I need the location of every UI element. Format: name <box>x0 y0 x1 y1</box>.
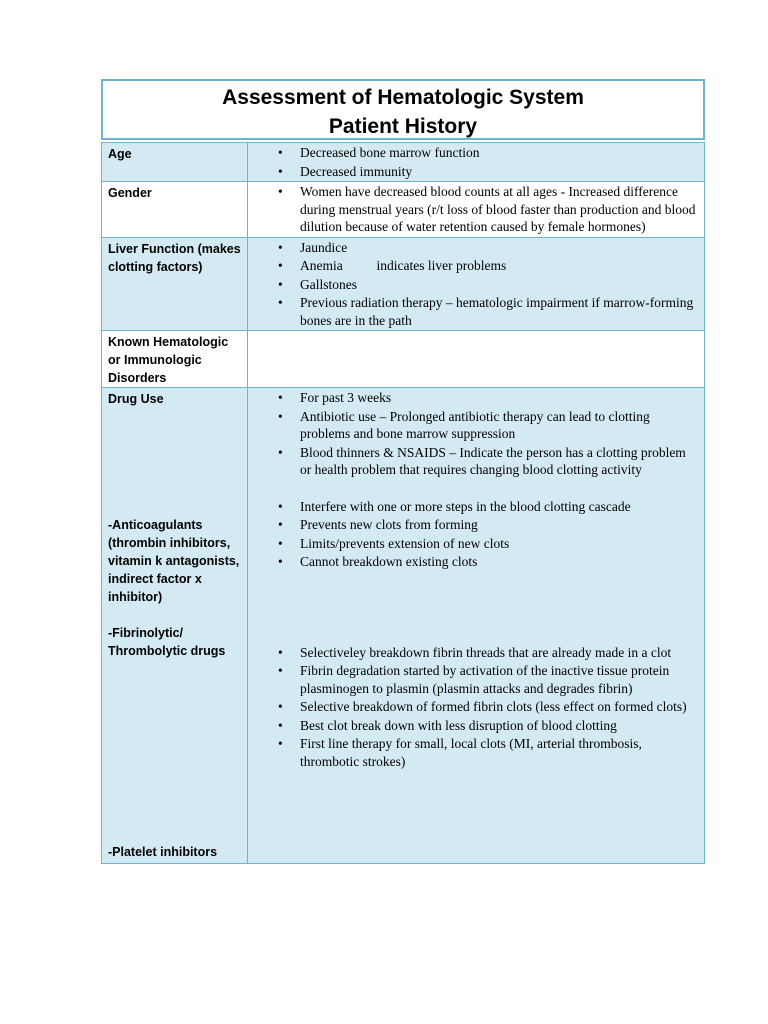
platelet-inhibitors-label: -Platelet inhibitors <box>108 845 218 859</box>
list-item: • Limits/prevents extension of new clots <box>278 535 700 553</box>
list-item: • Jaundice <box>278 239 700 257</box>
list-item: • Interfere with one or more steps in the blood clotting cascade <box>278 498 700 516</box>
history-table <box>101 142 705 864</box>
bullet-list <box>278 183 700 236</box>
list-item: • Cannot breakdown existing clots <box>278 553 700 571</box>
list-item: • Selectiveley breakdown fibrin threads that are already made in a clot <box>278 644 700 662</box>
list-item: • Blood thinners & NSAIDS – Indicate the person has a clotting problem or health problem that requires changing blood clotting activity <box>278 444 700 479</box>
bullet-list <box>278 144 700 180</box>
fibrinolytic-label: -Fibrinolytic/ Thrombolytic drugs <box>108 626 226 658</box>
list-item: • For past 3 weeks <box>278 389 700 407</box>
document-title: Assessment of Hematologic System <box>222 86 584 109</box>
list-item: • Decreased bone marrow function <box>278 144 700 162</box>
bullet-list-general <box>278 389 700 479</box>
title-box <box>101 79 705 140</box>
bullet-list-anticoagulants <box>278 498 700 571</box>
list-item: • Women have decreased blood counts at all ages - Increased difference during menstrual years (r/t loss of blood faster than production and blood dilution because of water retention caused by female hormones) <box>278 183 700 236</box>
row-label-drug-use <box>102 388 248 864</box>
list-item: • Gallstones <box>278 276 700 294</box>
bullet-list <box>278 239 700 330</box>
row-content-known-disorders <box>248 331 705 388</box>
row-label-gender: Gender <box>102 182 248 238</box>
table-row-liver <box>102 237 705 331</box>
table-row-drug-use <box>102 388 705 864</box>
document <box>101 79 705 864</box>
document-subtitle: Patient History <box>328 115 478 138</box>
row-label-liver: Liver Function (makes clotting factors) <box>102 237 248 331</box>
list-item: • Antibiotic use – Prolonged antibiotic therapy can lead to clotting problems and bone marrow suppression <box>278 408 700 443</box>
drug-use-label: Drug Use <box>108 392 164 406</box>
table-row-age <box>102 143 705 182</box>
row-label-known-disorders: Known Hematologic or Immunologic Disorders <box>102 331 248 388</box>
list-item: • Fibrin degradation started by activation of the inactive tissue protein plasminogen to plasmin (plasmin attacks and degrades fibrin) <box>278 662 700 697</box>
list-item: • Decreased immunity <box>278 163 700 181</box>
list-item: • First line therapy for small, local clots (MI, arterial thrombosis, thrombotic strokes) <box>278 735 700 770</box>
list-item: • Anemia indicates liver problems <box>278 257 700 275</box>
anticoagulants-label: -Anticoagulants (thrombin inhibitors, vitamin k antagonists, indirect factor x inhibitor) <box>108 518 240 604</box>
bullet-list-fibrinolytic <box>278 644 700 771</box>
list-item: • Best clot break down with less disruption of blood clotting <box>278 717 700 735</box>
row-content-drug-use <box>248 388 705 864</box>
list-item: • Prevents new clots from forming <box>278 516 700 534</box>
table-row-known-disorders <box>102 331 705 388</box>
list-item: • Selective breakdown of formed fibrin clots (less effect on formed clots) <box>278 698 700 716</box>
row-label-age: Age <box>102 143 248 182</box>
table-row-gender <box>102 182 705 238</box>
row-content-gender <box>248 182 705 238</box>
list-item: • Previous radiation therapy – hematologic impairment if marrow-forming bones are in the path <box>278 294 700 329</box>
row-content-age <box>248 143 705 182</box>
row-content-liver <box>248 237 705 331</box>
